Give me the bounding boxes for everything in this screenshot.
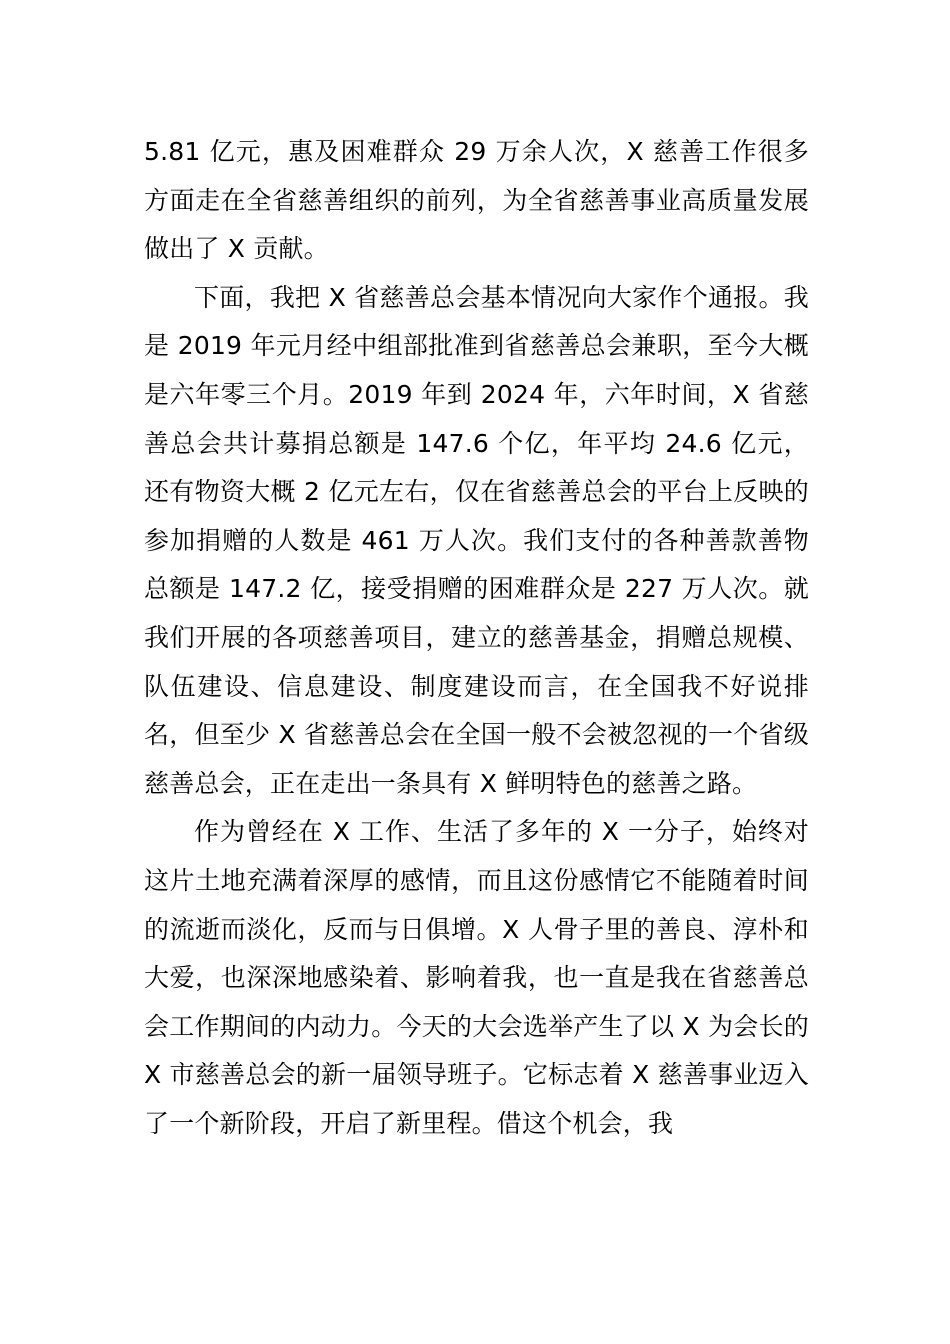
paragraph-sentiment: 作为曾经在 X 工作、生活了多年的 X 一分子，始终对这片土地充满着深厚的感情，而且这份感情它不能随着时间的流逝而淡化，反而与日俱增。X 人骨子里的善良、淳朴和大爱，也深深地感染着、影响着我，也一直是我在省慈善总会工作期间的内动力。今天的大会选举产生了以 X 为会长的 X 市慈善总会的新一届领导班子。它标志着 X 慈善事业迈入了一个新阶段，开启了新里程。借这个机会，我 [144,817,809,1138]
paragraph-briefing: 下面，我把 X 省慈善总会基本情况向大家作个通报。我是 2019 年元月经中组部批准到省慈善总会兼职，至今大概是六年零三个月。2019 年到 2024 年，六年时间，X 省慈善总会共计募捐总额是 147.6 个亿，年平均 24.6 亿元，还有物资大概 2 亿元左右，仅在省慈善总会的平台上反映的参加捐赠的人数是 461 万人次。我们支付的各种善款善物总额是 147.2 亿，接受捐赠的困难群众是 227 万人次。就我们开展的各项慈善项目，建立的慈善基金，捐赠总规模、队伍建设、信息建设、制度建设而言，在全国我不好说排名，但至少 X 省慈善总会在全国一般不会被忽视的一个省级慈善总会，正在走出一条具有 X 鲜明特色的慈善之路。 [144,282,809,798]
paragraph-continuation: 5.81 亿元，惠及困难群众 29 万余人次，X 慈善工作很多方面走在全省慈善组织的前列，为全省慈善事业高质量发展做出了 X 贡献。 [144,137,809,264]
document-body [144,128,809,1148]
